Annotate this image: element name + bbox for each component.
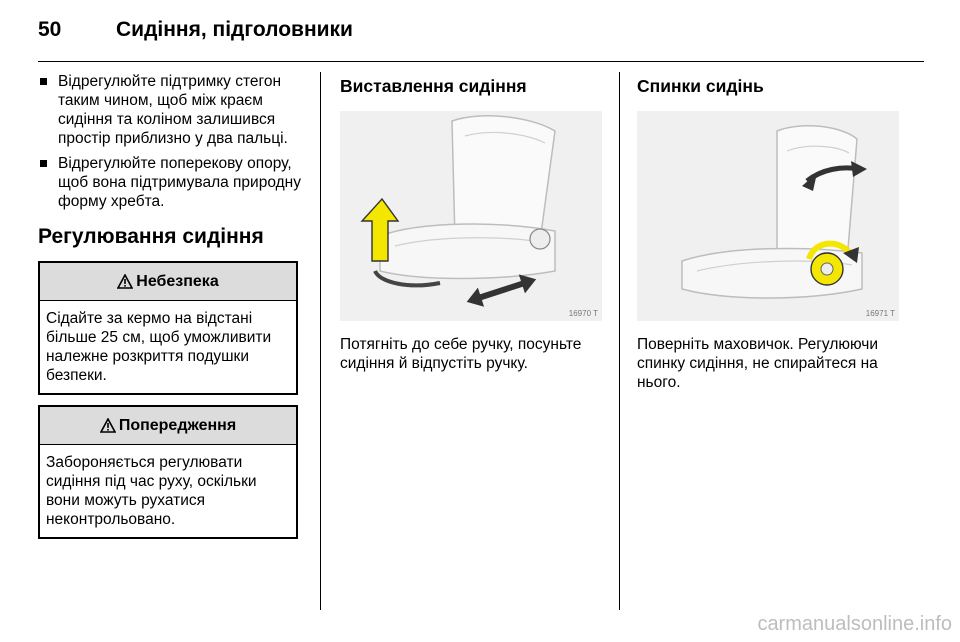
seat-position-figure	[340, 111, 602, 321]
section-title: Регулювання сидіння	[38, 225, 264, 248]
warning-box-header	[40, 407, 296, 445]
warning-triangle-icon	[117, 274, 133, 289]
bullet-square-icon	[40, 78, 47, 85]
backrest-figure	[637, 111, 899, 321]
column-left	[38, 72, 304, 539]
header-rule	[38, 61, 924, 62]
bullet-list	[38, 72, 304, 211]
column-divider-2	[619, 72, 620, 610]
column-middle	[340, 72, 606, 373]
column-divider-1	[320, 72, 321, 610]
column-right	[637, 72, 907, 392]
seat-slide-illustration	[340, 111, 602, 321]
warning-title: Попередження	[118, 416, 237, 434]
danger-box	[38, 261, 298, 395]
danger-text: Сідайте за кермо на відстані більше 25 см, щоб уможливити належне розкриття подушки безпеки.	[46, 310, 272, 384]
seat-position-title: Виставлення сидіння	[340, 76, 527, 96]
page-header	[38, 12, 924, 46]
warning-box	[38, 405, 298, 539]
bullet-item: Відрегулюйте підтримку стегон таким чином, щоб між краєм сидіння та коліном залишився простір приблизно у два пальці.	[38, 72, 304, 148]
bullet-square-icon	[40, 160, 47, 167]
backrest-illustration	[637, 111, 899, 321]
figure-code: 16971 T	[865, 309, 895, 318]
bullet-item: Відрегулюйте поперекову опору, щоб вона підтримувала природну форму хребта.	[38, 154, 304, 211]
danger-box-header	[40, 263, 296, 301]
backrest-caption: Поверніть маховичок. Регулюючи спинку сидіння, не спирайтеся на нього.	[637, 336, 879, 391]
warning-triangle-icon	[100, 418, 116, 433]
page-title: Сидіння, підголовники	[116, 18, 353, 41]
figure-code: 16970 T	[568, 309, 598, 318]
warning-text: Забороняється регулювати сидіння під час руху, оскільки вони можуть рухатися неконтрольовано.	[46, 454, 257, 528]
seat-position-caption: Потягніть до себе ручку, посуньте сидіння й відпустіть ручку.	[340, 336, 582, 372]
page-number: 50	[38, 18, 62, 41]
watermark: carmanualsonline.info	[757, 613, 952, 635]
danger-title: Небезпека	[136, 272, 219, 290]
backrest-title: Спинки сидінь	[637, 76, 764, 96]
